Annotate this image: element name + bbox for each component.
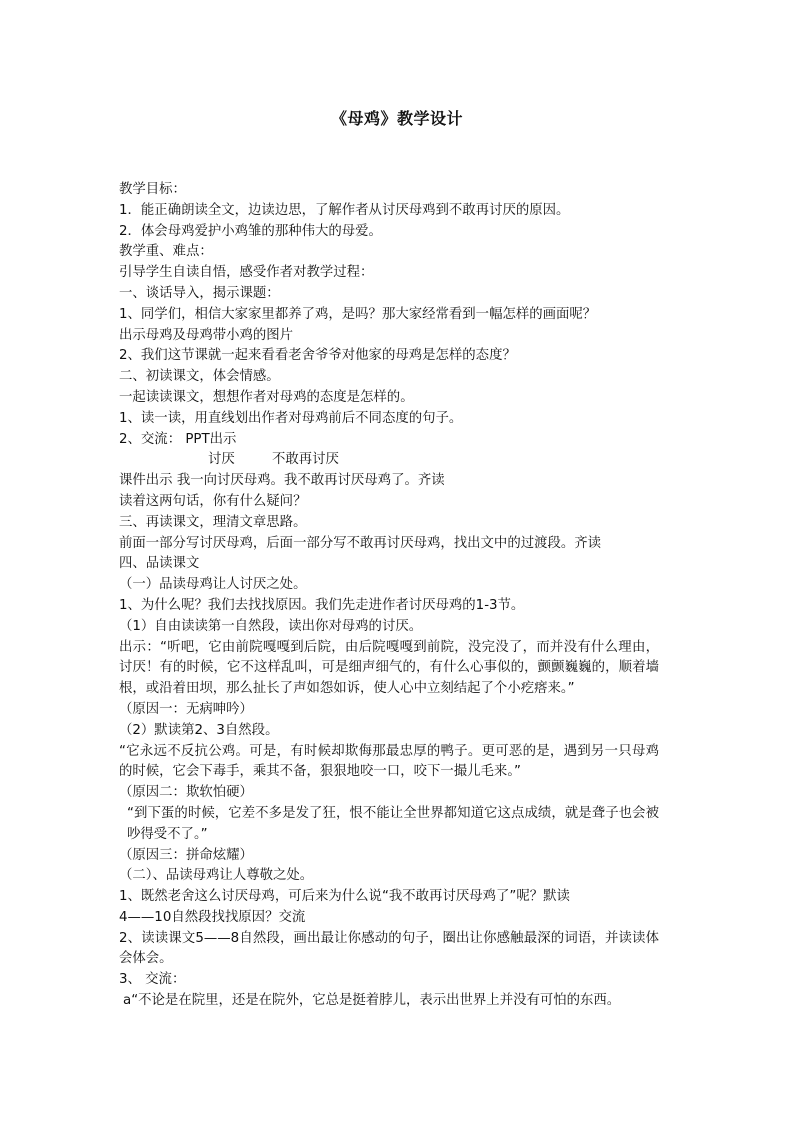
paragraph: 3、 交流： [119,972,186,988]
paragraph: 引导学生自读自悟，感受作者对教学过程： [119,265,374,281]
attitude-labels [119,450,659,471]
heading-key-points: 教学重、难点： [119,244,213,260]
label-no-longer-dislike: 不敢再讨厌 [272,452,339,468]
paragraph: 2．体会母鸡爱护小鸡雏的那种伟大的母爱。 [119,223,382,239]
paragraph: 2、我们这节课就一起来看看老舍爷爷对他家的母鸡是怎样的态度？ [119,348,516,364]
section-heading: 一、谈话导入，揭示课题： [119,285,280,301]
section-heading: 二、初读课文，体会情感。 [119,369,280,385]
page-title: 《母鸡》教学设计 [330,109,463,128]
quote-paragraph: “它永远不反抗公鸡。可是，有时候却欺侮那最忠厚的鸭子。更可恶的是，遇到另一只母鸡的时候，它会下毒手，乘其不备，狠狠地咬一口，咬下一撮儿毛来。” [119,743,659,780]
document-body [119,180,659,1012]
reason-note: （原因二：欺软怕硬） [119,785,253,801]
label-dislike: 讨厌 [208,452,235,468]
paragraph: （2）默读第2、3自然段。 [119,722,279,738]
paragraph: 1、同学们，相信大家家里都养了鸡，是吗？那大家经常看到一幅怎样的画面呢？ [119,306,597,322]
paragraph: 1、既然老舍这么讨厌母鸡，可后来为什么说“我不敢再讨厌母鸡了”呢？默读 [119,889,570,905]
paragraph: 读着这两句话，你有什么疑问？ [119,493,307,509]
paragraph: 前面一部分写讨厌母鸡，后面一部分写不敢再讨厌母鸡，找出文中的过渡段。齐读 [119,535,602,551]
reason-note: （原因一：无病呻吟） [119,701,253,717]
subsection-heading: （一）品读母鸡让人讨厌之处。 [119,577,307,593]
heading-objectives: 教学目标： [119,182,186,197]
section-heading: 四、品读课文 [119,556,200,572]
subsection-heading: （二）、品读母鸡让人尊敬之处。 [119,868,314,884]
paragraph: 一起读读课文，想想作者对母鸡的态度是怎样的。 [119,389,414,405]
paragraph: 1．能正确朗读全文，边读边思，了解作者从讨厌母鸡到不敢再讨厌的原因。 [119,202,570,218]
paragraph: （1）自由读读第一自然段，读出你对母鸡的讨厌。 [119,618,423,634]
quote-paragraph: “到下蛋的时候，它差不多是发了狂，恨不能让全世界都知道它这点成绩，就是聋子也会被吵得受不了。” [127,805,659,842]
paragraph: 1、为什么呢？我们去找找原因。我们先走进作者讨厌母鸡的1-3节。 [119,597,525,613]
paragraph: 2、读读课文5——8自然段，画出最让你感动的句子，圈出让你感触最深的词语，并读读体会体会。 [119,930,659,967]
section-heading: 三、再读课文，理清文章思路。 [119,514,307,530]
reason-note: （原因三：拼命炫耀） [119,847,253,863]
paragraph: 4——10自然段找找原因？交流 [119,909,306,925]
paragraph: 课件出示 我一向讨厌母鸡。我不敢再讨厌母鸡了。齐读 [119,473,445,489]
quote-paragraph: a“不论是在院里，还是在院外，它总是挺着脖儿，表示出世界上并没有可怕的东西。 [123,993,621,1009]
paragraph: 1、读一读，用直线划出作者对母鸡前后不同态度的句子。 [119,410,463,426]
quote-paragraph: 出示：“听吧，它由前院嘎嘎到后院，由后院嘎嘎到前院，没完没了，而并没有什么理由，讨厌！有的时候，它不这样乱叫，可是细声细气的，有什么心事似的，颤颤巍巍的，顺着墙根，或沿着田坝，那么扯长了声如怨如诉，使人心中立刻结起了个小疙瘩来。” [119,639,659,697]
paragraph: 2、交流： PPT出示 [119,431,237,447]
paragraph: 出示母鸡及母鸡带小鸡的图片 [119,327,294,343]
